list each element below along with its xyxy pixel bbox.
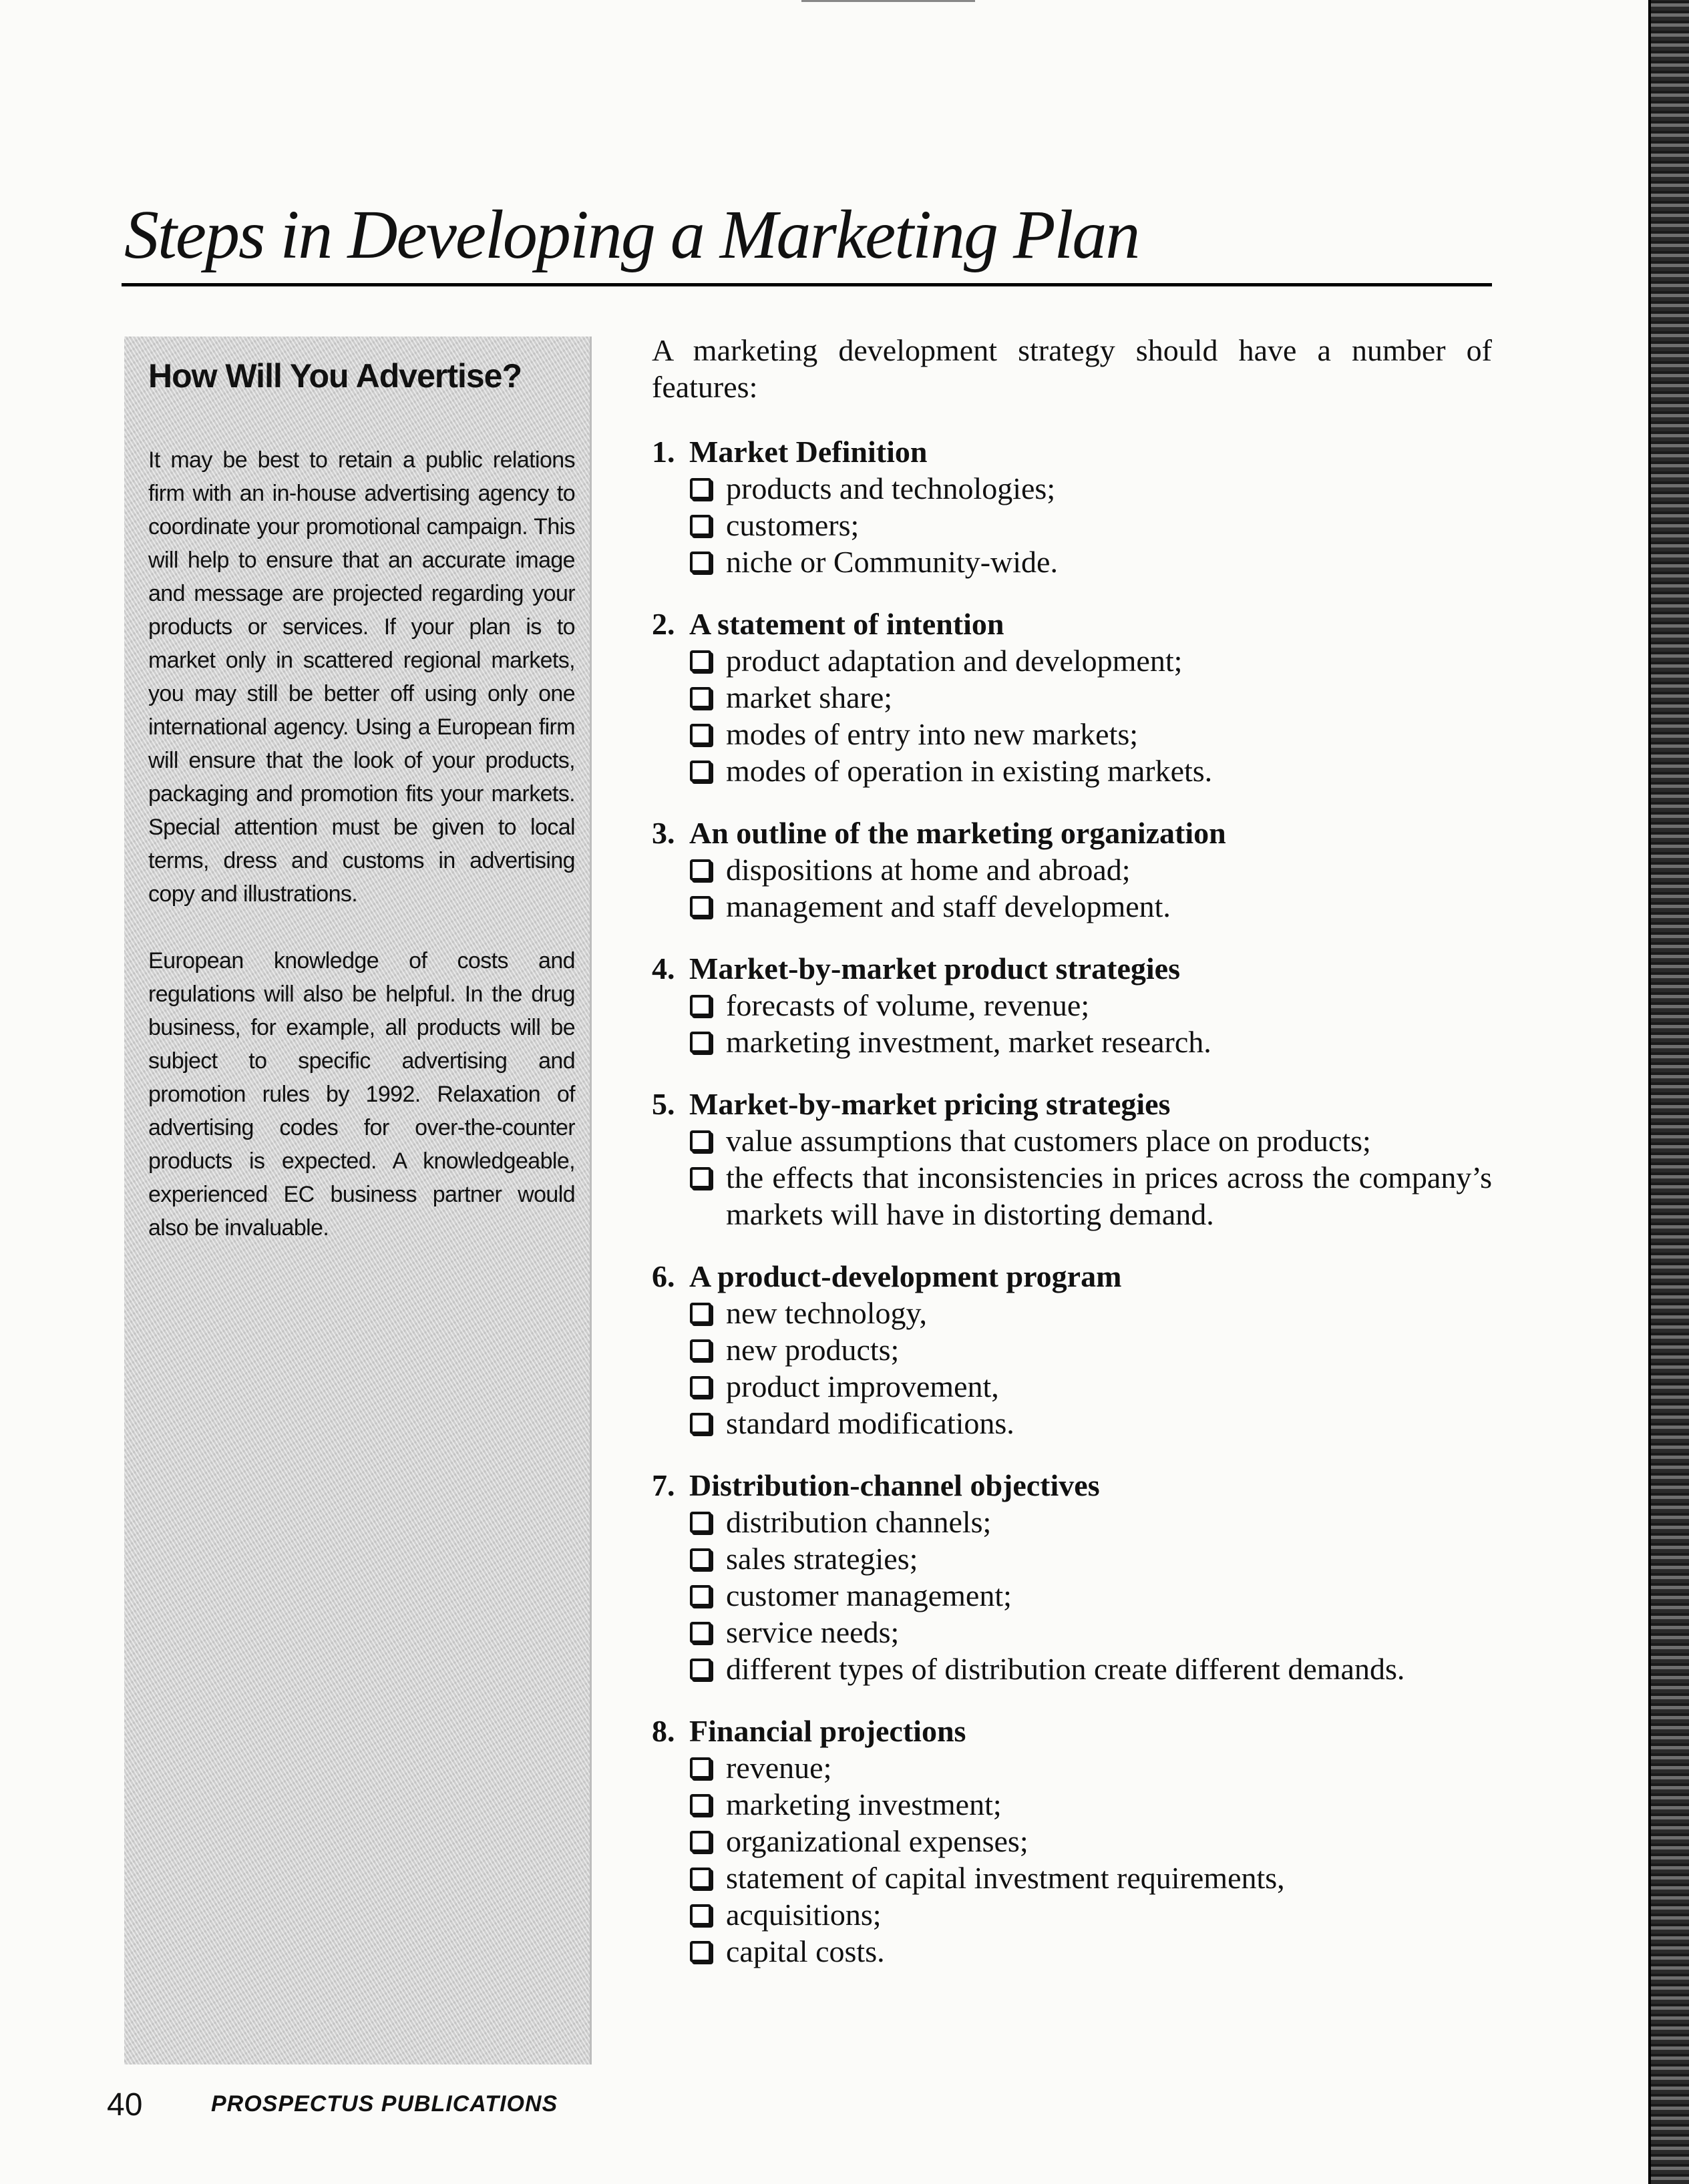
checklist-item-text: organizational expenses; (726, 1824, 1028, 1858)
checkbox-icon (690, 1941, 711, 1962)
checklist-item (690, 1122, 1492, 1159)
checklist-item-text: customer management; (726, 1578, 1012, 1612)
section-number: 1. (652, 435, 675, 469)
checklist-item-text: different types of distribution create different demands. (726, 1652, 1405, 1686)
section-title-text: Market Definition (689, 435, 928, 469)
checklist-item-text: management and staff development. (726, 889, 1171, 923)
checklist-item (690, 507, 1492, 543)
section-number: 7. (652, 1468, 675, 1502)
checkbox-icon (690, 1376, 711, 1397)
checklist-item (690, 888, 1492, 925)
checkbox-icon (690, 552, 711, 573)
section-number: 3. (652, 816, 675, 850)
section-6 (652, 1258, 1492, 1442)
sidebar-heading: How Will You Advertise? (148, 357, 522, 395)
top-edge-rule (801, 0, 975, 2)
checklist (652, 1749, 1492, 1970)
checklist-item-text: value assumptions that customers place on products; (726, 1124, 1371, 1158)
checklist-item (690, 1159, 1492, 1233)
section-title (652, 950, 1492, 987)
section-number: 4. (652, 951, 675, 986)
checklist-item-text: service needs; (726, 1615, 900, 1649)
checkbox-icon (690, 478, 711, 499)
checklist-item (690, 1295, 1492, 1331)
section-title (652, 1467, 1492, 1504)
section-7 (652, 1467, 1492, 1687)
checklist-item-text: modes of entry into new markets; (726, 717, 1139, 751)
checklist-item-text: revenue; (726, 1751, 832, 1785)
section-number: 6. (652, 1259, 675, 1293)
checkbox-icon (690, 515, 711, 536)
section-title-text: A statement of intention (689, 607, 1004, 641)
checkbox-icon (690, 995, 711, 1016)
checklist-item-text: sales strategies; (726, 1542, 918, 1576)
checklist-item (690, 1577, 1492, 1614)
checklist-item (690, 1405, 1492, 1442)
checkbox-icon (690, 687, 711, 708)
checklist-item (690, 752, 1492, 789)
section-title (652, 606, 1492, 642)
checkbox-icon (690, 1032, 711, 1053)
checklist-item (690, 851, 1492, 888)
checklist-item (690, 1024, 1492, 1060)
checklist-item (690, 716, 1492, 752)
checklist-item (690, 1860, 1492, 1896)
publisher-logo: PROSPECTUS PUBLICATIONS (211, 2091, 558, 2117)
checklist (652, 1504, 1492, 1687)
checklist-item-text: the effects that inconsistencies in prices across the company’s markets will have in distorting demand. (726, 1160, 1492, 1231)
checklist-item (690, 1540, 1492, 1577)
checklist-item-text: statement of capital investment requirements, (726, 1861, 1285, 1895)
section-8 (652, 1713, 1492, 1970)
section-title (652, 1086, 1492, 1122)
checkbox-icon (690, 1303, 711, 1324)
checklist-item (690, 1331, 1492, 1368)
checklist-item-text: niche or Community-wide. (726, 545, 1058, 579)
checklist-item (690, 470, 1492, 507)
checkbox-icon (690, 1622, 711, 1643)
sidebar-paragraph: It may be best to retain a public relations firm with an in-house advertising agency to coordinate your promotional campaign. This will help to ensure that an accurate image and message are projected regarding your products or services. If your plan is to market only in scattered regional markets, you may still be better off using only one international agency. Using a European firm will ensure that the look of your products, packaging and promotion fits your markets. Special attention must be given to local terms, dress and customs in advertising copy and illustrations. (148, 447, 575, 907)
section-title (652, 433, 1492, 470)
section-1 (652, 433, 1492, 580)
checkbox-icon (690, 1904, 711, 1926)
checklist-item-text: market share; (726, 680, 893, 714)
checklist-item (690, 543, 1492, 580)
checkbox-icon (690, 1130, 711, 1152)
checklist-item (690, 1933, 1492, 1970)
checkbox-icon (690, 1831, 711, 1852)
checklist (652, 1295, 1492, 1442)
checkbox-icon (690, 896, 711, 917)
page-title: Steps in Developing a Marketing Plan (124, 196, 1139, 273)
intro-text: A marketing development strategy should have a number of features: (652, 333, 1492, 404)
section-number: 5. (652, 1087, 675, 1121)
checkbox-icon (690, 1167, 711, 1188)
checklist-item-text: marketing investment; (726, 1787, 1002, 1821)
checklist (652, 470, 1492, 580)
section-list (652, 433, 1492, 1970)
section-4 (652, 950, 1492, 1060)
checklist (652, 851, 1492, 925)
section-2 (652, 606, 1492, 789)
sidebar-paragraph: European knowledge of costs and regulations will also be helpful. In the drug business, for example, all products will be subject to specific advertising and promotion rules by 1992. Relaxation of advertising codes for over-the-counter products is expected. A knowledgeable, experienced EC business partner would also be invaluable. (148, 948, 575, 1241)
title-rule (122, 283, 1492, 286)
checkbox-icon (690, 1548, 711, 1570)
checklist-item-text: distribution channels; (726, 1505, 992, 1539)
checklist-item-text: standard modifications. (726, 1406, 1014, 1440)
checklist-item-text: product improvement, (726, 1369, 999, 1403)
checklist-item-text: dispositions at home and abroad; (726, 853, 1131, 887)
checklist-item (690, 987, 1492, 1024)
checklist-item-text: forecasts of volume, revenue; (726, 988, 1090, 1022)
section-title (652, 815, 1492, 851)
checklist-item-text: customers; (726, 508, 860, 542)
checkbox-icon (690, 859, 711, 881)
checklist-item (690, 1749, 1492, 1786)
checklist-item (690, 1786, 1492, 1823)
section-title-text: A product-development program (689, 1259, 1122, 1293)
checkbox-icon (690, 760, 711, 782)
checklist-item-text: acquisitions; (726, 1898, 882, 1932)
checklist-item (690, 1896, 1492, 1933)
section-title (652, 1258, 1492, 1295)
checklist-item (690, 1614, 1492, 1651)
section-5 (652, 1086, 1492, 1233)
checkbox-icon (690, 1659, 711, 1680)
checklist-item-text: products and technologies; (726, 471, 1056, 505)
checklist-item (690, 1823, 1492, 1860)
page-binding-edge (1648, 0, 1689, 2184)
checklist-item (690, 1368, 1492, 1405)
checklist-item (690, 679, 1492, 716)
section-title-text: An outline of the marketing organization (689, 816, 1226, 850)
checkbox-icon (690, 650, 711, 672)
checklist-item-text: capital costs. (726, 1934, 885, 1968)
checklist-item (690, 642, 1492, 679)
section-3 (652, 815, 1492, 925)
checklist-item-text: new products; (726, 1333, 900, 1367)
checklist (652, 987, 1492, 1060)
main-column (652, 332, 1492, 1995)
checklist (652, 1122, 1492, 1233)
checklist (652, 642, 1492, 789)
checkbox-icon (690, 1757, 711, 1779)
checklist-item-text: new technology, (726, 1296, 928, 1330)
section-number: 8. (652, 1714, 675, 1748)
checkbox-icon (690, 1868, 711, 1889)
checklist-item (690, 1651, 1492, 1687)
checkbox-icon (690, 1413, 711, 1434)
checklist-item-text: modes of operation in existing markets. (726, 754, 1213, 788)
checkbox-icon (690, 1339, 711, 1361)
section-title (652, 1713, 1492, 1749)
section-title-text: Financial projections (689, 1714, 966, 1748)
checklist-item (690, 1504, 1492, 1540)
checkbox-icon (690, 724, 711, 745)
checklist-item-text: product adaptation and development; (726, 644, 1183, 678)
checkbox-icon (690, 1585, 711, 1606)
checklist-item-text: marketing investment, market research. (726, 1025, 1211, 1059)
section-number: 2. (652, 607, 675, 641)
checkbox-icon (690, 1794, 711, 1815)
page-number: 40 (107, 2087, 143, 2123)
section-title-text: Distribution-channel objectives (689, 1468, 1100, 1502)
section-title-text: Market-by-market product strategies (689, 951, 1180, 986)
advertising-sidebar (124, 337, 592, 2064)
section-title-text: Market-by-market pricing strategies (689, 1087, 1171, 1121)
checkbox-icon (690, 1512, 711, 1533)
